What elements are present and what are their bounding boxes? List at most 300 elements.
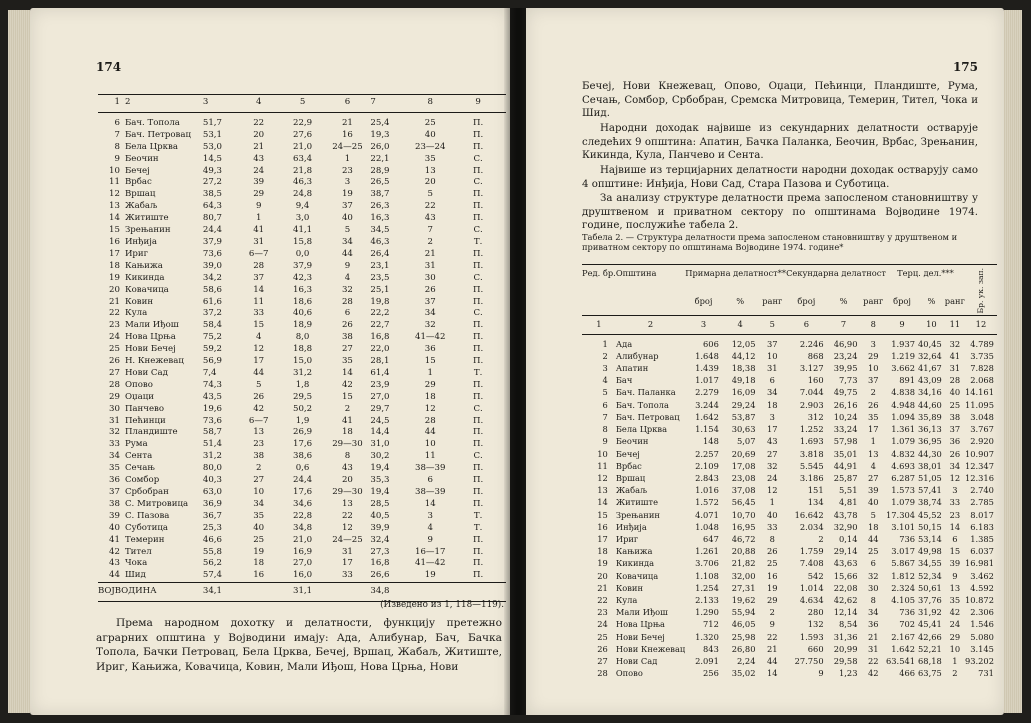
column-number: 12 [965,316,997,334]
table-cell: 606 [703,338,719,349]
table-cell: 18 [424,391,436,402]
table-cell: 5.867 [891,558,916,569]
table-cell: 6 [769,375,775,386]
municipality-name: Зрењанин [124,225,171,236]
table-cell: 30,63 [731,424,756,435]
table-cell: 37,9 [292,260,313,271]
table-cell: 43,09 [918,375,942,386]
table-cell: 93.202 [964,655,994,666]
table-cell: 63,0 [202,487,222,497]
table-body [582,334,997,679]
table-cell: С. [473,308,483,319]
table-cell: 4 [602,375,608,386]
table-cell: 28 [424,415,436,426]
table-row [582,557,997,569]
column-header-tertiary: Терц. дел.*** [886,265,965,288]
table-cell: 26,3 [370,201,390,212]
table-cell: 15 [341,391,353,402]
table-cell: 24,8 [292,189,313,200]
table-cell: 37 [867,375,879,386]
table-cell: 2.279 [695,387,719,398]
table-cell: 74,3 [202,379,222,390]
table-cell: П. [472,189,484,200]
table-cell: 43,78 [833,509,858,520]
table-cell: 41—42 [415,558,446,569]
table-cell: 17 [253,356,265,367]
subheader: ранг [945,288,965,316]
table-cell: 2.068 [970,375,994,386]
table-cell: 43 [109,558,120,569]
table-cell: 4.634 [799,594,824,605]
table-cell: 21 [341,117,353,128]
table-cell: 1.642 [695,411,719,422]
table-cell: 20 [597,570,608,581]
table-cell: 23 [949,509,961,520]
table-cell: 43 [253,153,265,164]
table-cell: 51,7 [202,117,222,128]
table-cell: 0,0 [295,248,310,259]
table-cell: 57,98 [833,436,858,447]
table-cell: 1.261 [695,546,719,557]
table-cell: П. [472,439,484,450]
table-cell: 14 [597,497,608,508]
table-cell: 25 [867,546,879,557]
table-cell: 1 [255,213,262,224]
table-cell: 24,4 [202,225,222,236]
table-cell: 25,3 [202,522,222,533]
table-cell: 27 [253,475,265,486]
table-cell: 7.828 [970,363,994,374]
column-header: 1 [98,95,125,113]
municipality-name: Ковин [615,582,643,593]
table-cell: 4 [255,332,262,343]
table-cell: 27,31 [731,582,756,593]
table-cell: 58,4 [202,320,222,331]
page-number: 175 [952,60,978,74]
table-cell: П. [472,463,484,474]
table-cell: 8,0 [295,332,310,343]
table-cell: 2.324 [891,582,916,593]
table-cell: 33,24 [833,424,858,435]
table-cell: 16,3 [370,213,390,224]
table-cell: 42 [109,546,120,557]
table-cell: 32 [341,284,353,295]
table-cell: 37,2 [202,308,222,319]
table-cell: 38—39 [415,487,446,497]
table-cell: 31 [253,236,265,247]
table-cell: 23,08 [731,472,756,483]
table-cell: 49,75 [833,387,858,398]
table-cell: 36 [109,475,120,486]
table-cell: 26,80 [731,643,756,654]
municipality-name: Мали Иђош [124,320,179,331]
table-cell: 1.219 [891,350,916,361]
column-number: 3 [685,316,722,334]
subheader: број [886,288,918,316]
municipality-name: Кула [124,308,148,319]
table-cell: 3.706 [695,558,719,569]
table-cell: 1 [870,436,876,447]
table-cell: 44 [341,248,353,259]
body-paragraph: Народни доходак највише из секундарних делатности остварује следећих 9 општина: Апатин, Бачка Паланка, Беочин, Врбас, Зрењанин, Кикинда, Кула, Панчево и Сента. [582,123,978,162]
body-paragraph: Бечеј, Нови Кнежевац, Опово, Оџаци, Пећинци, Пландиште, Рума, Сечањ, Сомбор, Србобран, Сремска Митровица, Темерин, Тител, Чока и Шид. [582,81,978,120]
table-cell: 18,38 [731,363,756,374]
table-cell: 160 [807,375,824,386]
table-cell: 14 [766,668,778,679]
table-cell: 13 [867,448,879,459]
table-cell: 50,61 [918,582,942,593]
municipality-name: Сомбор [124,475,160,486]
table-cell: 14 [949,521,961,532]
table-row [98,427,506,439]
table-cell: 26,0 [370,141,390,152]
table-cell: 4.832 [891,448,916,459]
table-cell: 27,6 [292,129,313,140]
table-cell: 22 [341,510,353,521]
table-row [582,545,997,557]
table-cell: 22,2 [370,308,390,319]
table-row [582,496,997,508]
table-cell: 35,01 [833,448,858,459]
table-cell: 3 [344,177,351,188]
table-cell: 22,1 [370,153,390,164]
table-cell: 12 [253,344,265,355]
table-cell: 19,4 [370,487,390,497]
table-cell: 19 [424,570,436,581]
table-cell: 44,30 [918,448,942,459]
table-cell: Т. [473,367,483,378]
municipality-name: Србобран [124,487,169,497]
table-cell: 22,8 [292,510,313,521]
table-cell: П. [472,213,484,224]
table-cell: 12 [424,403,436,414]
table-row [98,273,506,285]
table-cell: 736 [899,607,916,618]
table-cell: С. [473,403,483,414]
table-cell: 1 [602,338,608,349]
table-cell: 16 [341,129,353,140]
table-cell: 26 [253,391,265,402]
table-cell: 27 [341,344,353,355]
table-cell: 17 [597,533,608,544]
table-cell: 6 [114,117,120,128]
table-cell: 1.937 [891,338,916,349]
table-cell: 1.320 [695,631,719,642]
table-cell: 53,87 [731,411,756,422]
table-cell: 59,2 [202,344,222,355]
table-cell: 56,9 [202,356,222,367]
table-row [98,499,506,511]
table-cell: 2 [952,668,958,679]
table-cell: 34 [867,607,879,618]
table-cell: 19 [766,582,778,593]
table-cell: 26 [597,643,608,654]
municipality-name: Шид [124,570,146,581]
table-cell: 21 [867,631,879,642]
table-cell: 38 [109,498,120,509]
table-cell: С. [473,153,483,164]
table-cell: 2.843 [695,472,719,483]
municipality-name: Бач. Петровац [615,411,680,422]
municipality-name: Алибунар [615,350,659,361]
table-cell: 37 [109,487,120,497]
table-row [582,411,997,423]
table-cell: 25,1 [370,284,390,295]
municipality-name: Врбас [615,460,642,471]
table-row [582,582,997,594]
table-cell: 3.462 [970,570,994,581]
table-row [582,594,997,606]
table-cell: 73,6 [202,248,222,259]
table-cell: 17 [341,558,353,569]
table-cell: 9 [769,619,775,630]
table-cell: 10.872 [964,594,994,605]
table-cell: 36 [424,344,436,355]
table-cell: 148 [703,436,719,447]
table-cell: 2.034 [799,521,824,532]
table-cell: 27 [109,367,120,378]
table-cell: 15 [424,356,436,367]
table-cell: П. [472,248,484,259]
table-cell: 63,75 [918,668,942,679]
table-cell: 0,14 [839,533,858,544]
table-cell: 17,6 [292,487,313,497]
table-cell: 31 [424,260,436,271]
table-cell: 843 [703,643,719,654]
table-cell: 1.016 [695,485,719,496]
table-cell: 20,69 [731,448,756,459]
total-cell: 34,8 [370,583,410,602]
table-cell: 55,94 [731,607,756,618]
table-cell: 46,3 [292,177,313,188]
table-row [582,606,997,618]
column-number: 2 [616,316,685,334]
table-cell: 42 [341,379,353,390]
table-cell: 25 [109,344,120,355]
municipality-name: Тител [124,546,152,557]
table-cell: 3.186 [799,472,824,483]
table-cell: 28,9 [370,165,390,176]
table-cell: 1.759 [799,546,824,557]
table-cell: 37 [253,272,265,283]
table-cell: 7 [602,411,608,422]
table-cell: 24 [109,332,120,343]
table-cell: 43 [766,436,778,447]
table-cell: 58,7 [202,427,222,438]
table-cell: 44 [867,533,879,544]
municipality-name: Житиште [124,213,169,224]
municipality-name: Нови Сад [615,655,658,666]
table-cell: П. [472,475,484,486]
table-cell: 28 [341,296,353,307]
table-cell: П. [472,260,484,271]
table-row [98,368,506,380]
table-cell: 33 [253,308,265,319]
table-cell: 57,41 [918,485,942,496]
table-cell: 3 [769,411,775,422]
table-cell: 19 [253,546,265,557]
table-cell: 44 [253,367,265,378]
table-cell: 132 [807,619,824,630]
table-cell: П. [472,356,484,367]
subheader: % [827,288,861,316]
table-cell: 2.246 [799,338,824,349]
table-cell: 10 [949,643,961,654]
table-cell: 20,88 [731,546,756,557]
table-cell: 660 [807,643,824,654]
table-cell: 7,4 [202,367,217,378]
table-cell: 5 [870,509,876,520]
municipality-name: Бечеј [615,448,640,459]
table-cell: П. [472,129,484,140]
table-cell: 7 [427,225,433,236]
municipality-name: Жабаљ [124,201,158,212]
table-cell: П. [472,427,484,438]
table-cell: 24 [949,619,961,630]
body-paragraph: Највише из терцијарних делатности народни доходак остварују само 4 општине: Инђија, Нови Сад, Стара Пазова и Суботица. [582,165,978,190]
table-cell: 9 [114,153,120,164]
municipality-name: Пландиште [124,427,178,438]
table-cell: 35,3 [370,475,390,486]
table-cell: 1.048 [695,521,719,532]
table-cell: 40,5 [370,510,390,521]
table-cell: 24 [766,472,778,483]
table-cell: 32,64 [918,350,942,361]
table-cell: 49,3 [202,165,222,176]
municipality-name: Н. Кнежевац [124,356,184,367]
table-cell: 11 [253,296,265,307]
total-label: ВОЈВОДИНА [98,583,203,602]
table-cell: 15,66 [833,570,858,581]
table-cell: 1.573 [891,485,916,496]
table-cell: 4,81 [839,497,858,508]
table-row [98,547,506,559]
municipality-name: Кикинда [124,272,165,283]
table-row [98,112,506,129]
column-number: 7 [827,316,861,334]
table-row [582,643,997,655]
municipality-name: Инђија [615,521,647,532]
table-cell: 44 [424,427,436,438]
table-row [98,237,506,249]
table-cell: 1,9 [295,415,310,426]
table-cell: 3.818 [799,448,824,459]
table-cell: 21 [766,643,778,654]
table-cell: 46,72 [731,533,756,544]
column-number: 8 [860,316,886,334]
municipality-name: Бач. Петровац [124,129,192,140]
table-row [98,332,506,344]
table-cell: 2 [344,403,351,414]
table-cell: 1.290 [695,607,719,618]
table-cell: 42,62 [833,594,858,605]
table-cell: 27 [597,655,608,666]
table-row [98,487,506,499]
table-cell: 12,05 [731,338,756,349]
table-cell: 38 [341,332,353,343]
column-number: 1 [582,316,616,334]
table-cell: 44 [766,655,778,666]
table-cell: 134 [807,497,824,508]
table-row [582,484,997,496]
table-cell: 16,3 [292,284,313,295]
table-cell: 24 [253,165,265,176]
table-cell: 2.903 [799,399,824,410]
column-number: 10 [918,316,945,334]
table-cell: 10,24 [833,411,858,422]
table-cell: 7 [114,129,120,140]
municipality-name: С. Пазова [124,510,170,521]
municipality-name: Кула [615,594,638,605]
table-cell: 31,2 [292,367,313,378]
table-cell: 1.252 [799,424,824,435]
table-cell: 52,34 [918,570,942,581]
table-cell: 17,08 [731,460,756,471]
table-cell: 8 [870,594,876,605]
table-cell: 1 [344,153,351,164]
table-row [98,297,506,309]
table-row [98,392,506,404]
table-cell: 17.304 [886,509,916,520]
column-header-municipality: Општина [616,265,685,288]
table-cell: П. [472,117,484,128]
table-cell: 24—25 [332,534,363,545]
body-paragraph: Према народном дохотку и делатности, функцију претежно аграрних општина у Војводини имају: Ада, Алибунар, Бач, Бачка Топола, Бачки Петровац, Бела Црква, Бечеј, Вршац, Жабаљ, Житиште, Ириг, Кањижа, Ковачица, Ковин, Мали Иђош, Нова Црња, Нови [96,617,502,673]
municipality-name: Оџаци [124,391,155,402]
municipality-name: Нови Сад [124,367,168,378]
table-cell: 40 [253,522,265,533]
table-cell: 21,0 [292,141,313,152]
table-cell: 2 [870,387,876,398]
table-cell: П. [472,284,484,295]
table-cell: 15 [597,509,608,520]
table-cell: 16 [109,236,120,247]
table-cell: 25,4 [370,117,390,128]
municipality-income-table [98,94,506,602]
table-cell: 38,7 [370,189,390,200]
municipality-name: Нови Кнежевац [615,643,686,654]
table-cell: 34,2 [202,272,222,283]
table-row [582,631,997,643]
table-cell: 10 [109,165,120,176]
table-cell: 10 [253,487,265,497]
table-cell: 68,18 [918,655,942,666]
table-cell: 2.740 [970,485,994,496]
table-cell: 26,16 [833,399,858,410]
table-row [98,189,506,201]
table-source-note: (Изведено из 1, 118—119). [380,600,504,610]
table-cell: 24,5 [370,415,390,426]
table-cell: 16,8 [370,558,390,569]
table-cell: 27,2 [202,177,222,188]
table-cell: 12 [341,522,353,533]
municipality-name: Пећинци [124,415,166,426]
table-cell: 41—42 [415,332,446,343]
table-cell: 32,00 [731,570,756,581]
column-header: 4 [237,95,281,113]
table-cell: 13 [424,165,436,176]
table-cell: 24 [597,619,608,630]
table-cell: 4.789 [970,338,994,349]
column-number: 9 [886,316,918,334]
municipality-name: Суботица [124,522,169,533]
table-cell: 712 [703,619,719,630]
table-cell: 31,0 [370,439,390,450]
table-cell: 51,05 [918,472,942,483]
municipality-name: Нова Црња [615,619,665,630]
table-cell: 10 [766,350,778,361]
table-cell: 7,73 [839,375,858,386]
